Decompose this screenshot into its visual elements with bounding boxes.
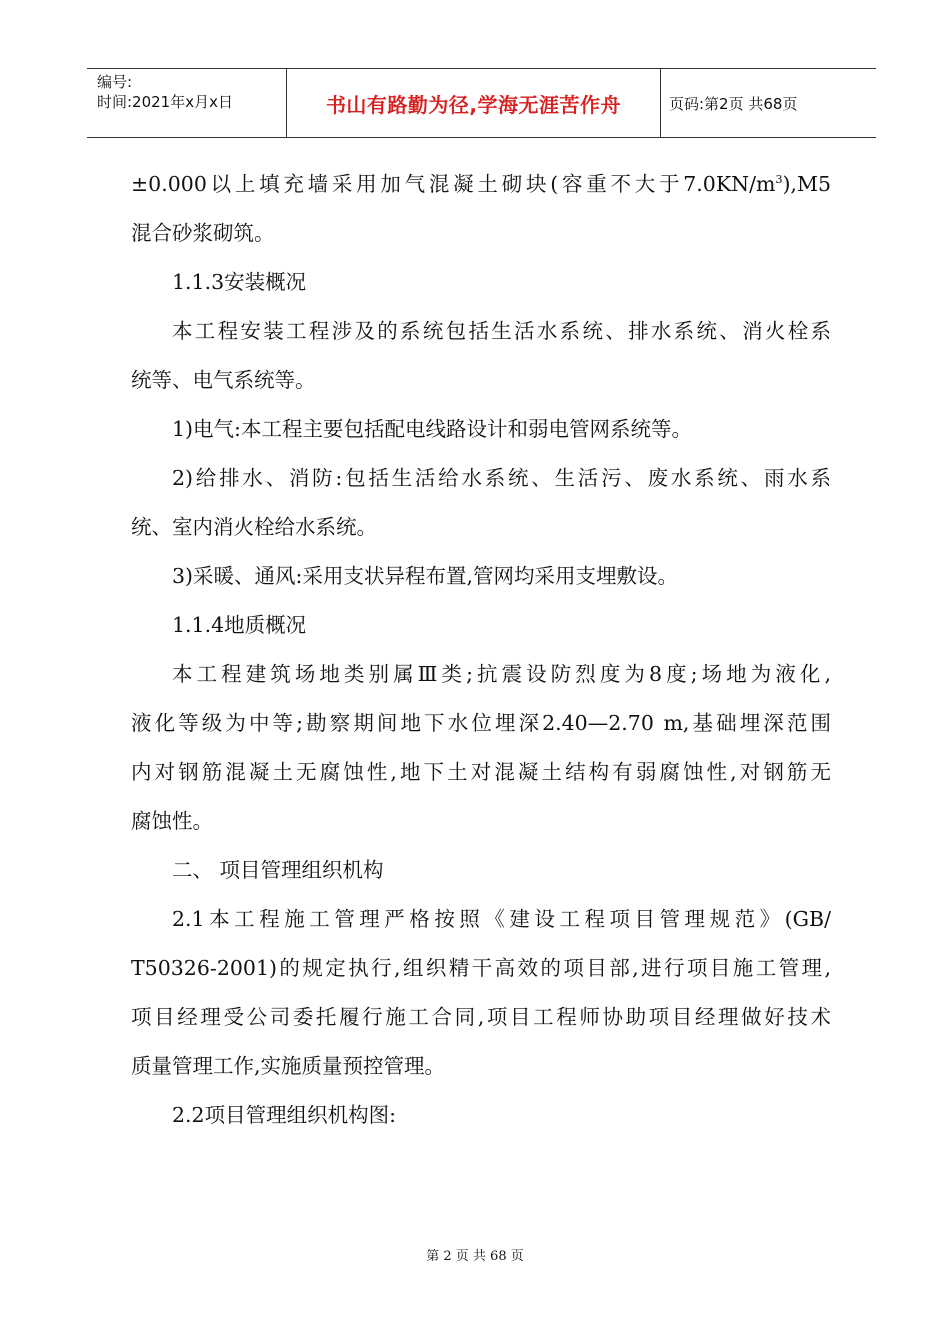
- paragraph-line: 统、室内消火栓给水系统。: [131, 515, 377, 539]
- header-meta: [87, 69, 287, 137]
- paragraph-line: 混合砂浆砌筑。: [131, 221, 275, 245]
- paragraph-line: 本工程建筑场地类别属Ⅲ类;抗震设防烈度为8度;场地为液化,: [172, 662, 831, 686]
- paragraph-line: 2.1本工程施工管理严格按照《建设工程项目管理规范》(GB/: [172, 907, 831, 931]
- code-label: 编号:: [97, 73, 133, 91]
- paragraph-line: 质量管理工作,实施质量预控管理。: [131, 1054, 446, 1078]
- list-item-hvac: 3)采暖、通风:采用支状异程布置,管网均采用支埋敷设。: [172, 564, 678, 588]
- section-heading-1-1-4: 1.1.4地质概况: [172, 613, 307, 637]
- time-label: 时间:2021年x月x日: [97, 93, 233, 111]
- header-page-number: 页码:第2页 共68页: [669, 94, 798, 113]
- header-motto: 书山有路勤为径,学海无涯苦作舟: [287, 69, 661, 137]
- paragraph-line: T50326-2001)的规定执行,组织精干高效的项目部,进行项目施工管理,: [131, 956, 831, 980]
- section-heading-1-1-3: 1.1.3安装概况: [172, 270, 307, 294]
- list-item-electrical: 1)电气:本工程主要包括配电线路设计和弱电管网系统等。: [172, 417, 692, 441]
- page-footer: 第 2 页 共 68 页: [426, 1249, 524, 1264]
- section-heading-2-2: 2.2项目管理组织机构图:: [172, 1103, 397, 1127]
- paragraph-line: 项目经理受公司委托履行施工合同,项目工程师协助项目经理做好技术: [131, 1005, 831, 1029]
- paragraph-line: 内对钢筋混凝土无腐蚀性,地下土对混凝土结构有弱腐蚀性,对钢筋无: [131, 760, 831, 784]
- list-item-plumbing: 2)给排水、消防:包括生活给水系统、生活污、废水系统、雨水系: [172, 466, 831, 490]
- paragraph-line: ±0.000以上填充墙采用加气混凝土砌块(容重不大于$7.0KN/m^3),M5$: [131, 172, 831, 196]
- section-heading-2: 二、 项目管理组织机构: [172, 858, 384, 882]
- document-header: [87, 68, 876, 138]
- superscript: 3: [775, 173, 783, 187]
- paragraph-line: 腐蚀性。: [131, 809, 213, 833]
- paragraph-line: 统等、电气系统等。: [131, 368, 316, 392]
- paragraph-line: 本工程安装工程涉及的系统包括生活水系统、排水系统、消火栓系: [172, 319, 831, 343]
- document-body: [131, 160, 831, 1140]
- paragraph-line: 液化等级为中等;勘察期间地下水位埋深2.40—2.70 m,基础埋深范围: [131, 711, 831, 735]
